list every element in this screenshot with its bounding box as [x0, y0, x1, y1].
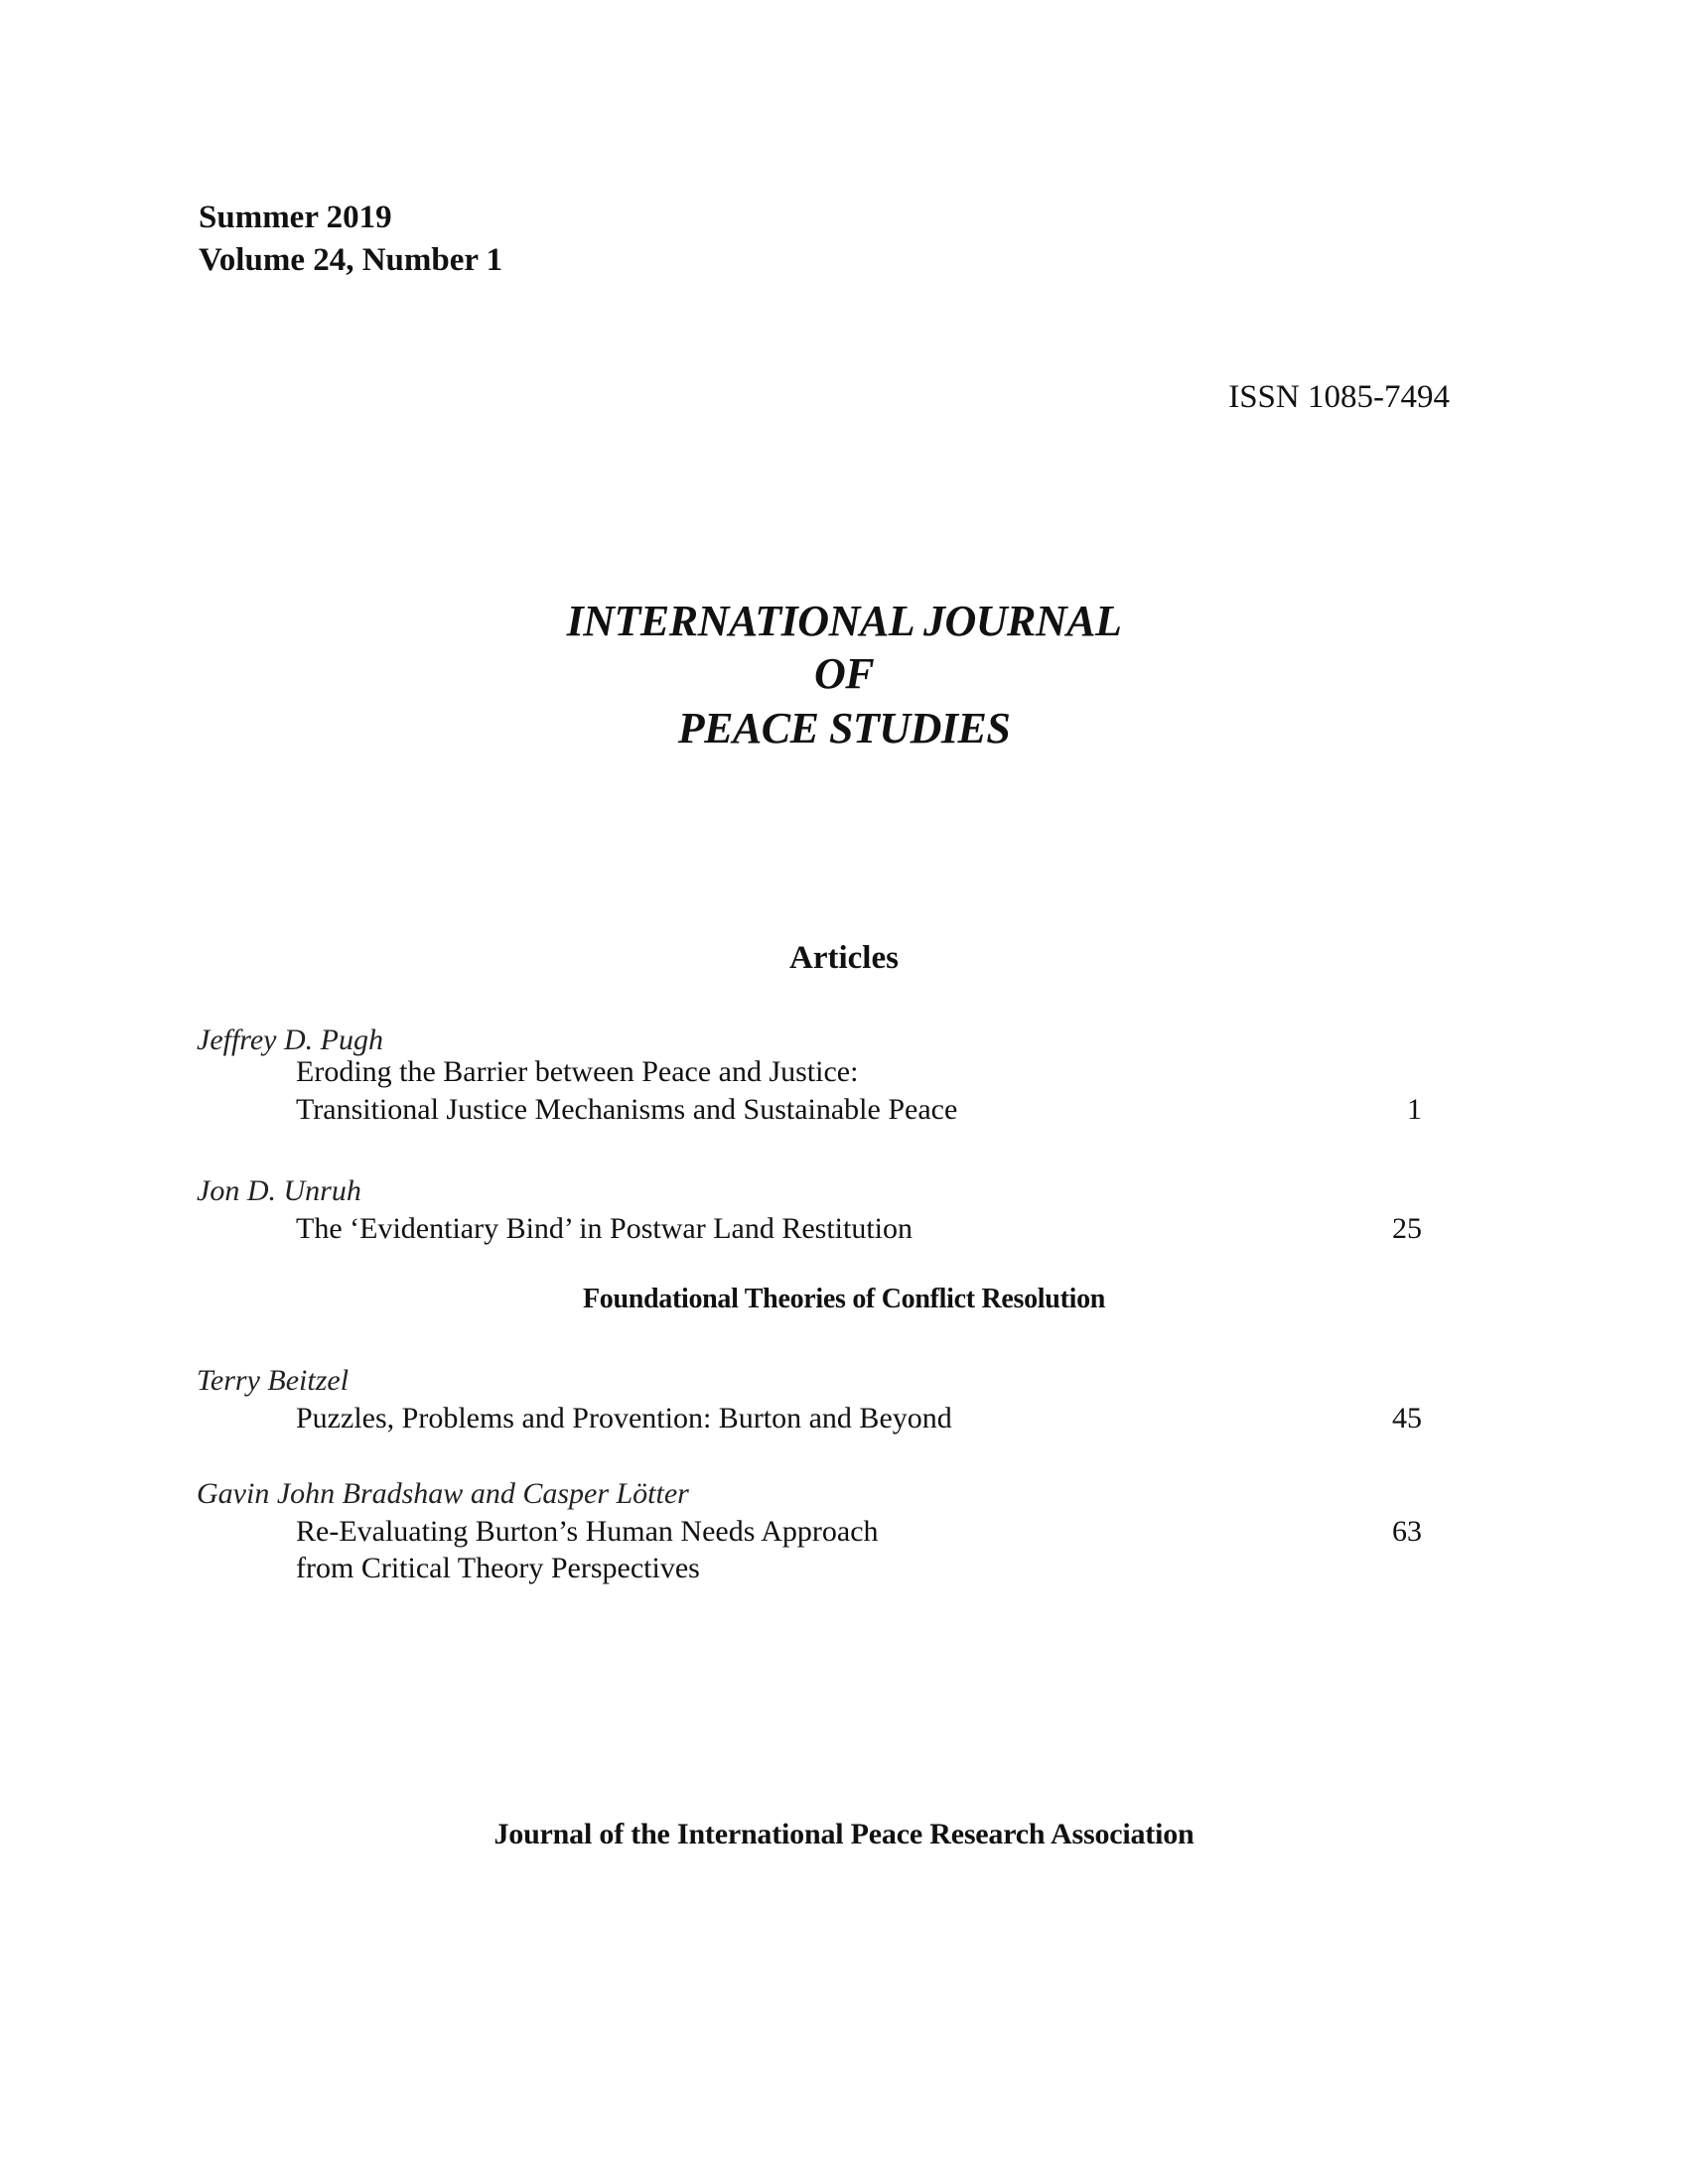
toc-title: The ‘Evidentiary Bind’ in Postwar Land Restitution — [296, 1212, 914, 1245]
toc-title: from Critical Theory Perspectives — [296, 1552, 700, 1584]
toc-page-number: 1 — [1407, 1093, 1422, 1126]
toc-author: Terry Beitzel — [197, 1364, 350, 1397]
section-heading-articles: Articles — [789, 940, 899, 976]
toc-author: Gavin John Bradshaw and Casper Lötter — [197, 1477, 689, 1510]
journal-title-line-1: INTERNATIONAL JOURNAL — [566, 597, 1122, 645]
issue-season: Summer 2019 — [199, 200, 392, 235]
volume-number: Volume 24, Number 1 — [199, 242, 503, 278]
journal-title-line-2: OF — [813, 649, 875, 698]
toc-title: Re-Evaluating Burton’s Human Needs Approach — [296, 1515, 879, 1548]
toc-author: Jeffrey D. Pugh — [197, 1024, 383, 1056]
toc-title: Transitional Justice Mechanisms and Sustainable Peace — [296, 1093, 958, 1126]
toc-page-number: 25 — [1392, 1212, 1422, 1245]
toc-author: Jon D. Unruh — [197, 1174, 361, 1207]
toc-title: Puzzles, Problems and Provention: Burton and Beyond — [296, 1402, 952, 1434]
section-heading-foundational-theories: Foundational Theories of Conflict Resolution — [582, 1284, 1106, 1314]
journal-title-line-3: PEACE STUDIES — [677, 704, 1011, 752]
toc-title: Eroding the Barrier between Peace and Justice: — [296, 1055, 859, 1088]
issn: ISSN 1085-7494 — [1228, 379, 1450, 415]
toc-page-number: 63 — [1392, 1515, 1422, 1548]
toc-page-number: 45 — [1392, 1402, 1422, 1434]
publisher-footer: Journal of the International Peace Research Association — [493, 1818, 1195, 1850]
